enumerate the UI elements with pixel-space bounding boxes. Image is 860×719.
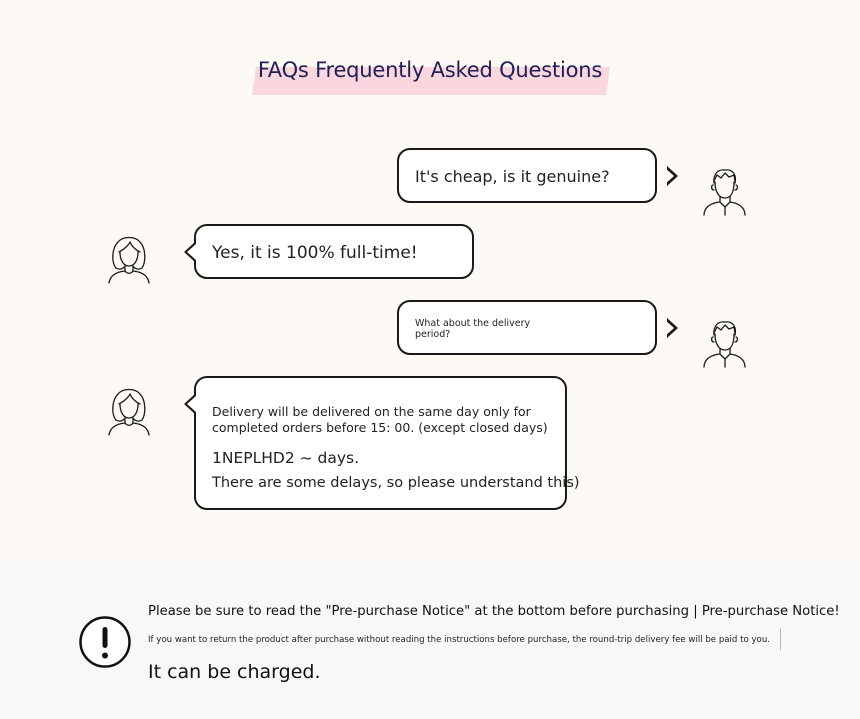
question-text-1: It's cheap, is it genuine? (415, 167, 610, 186)
man-avatar-icon (701, 318, 747, 368)
notice-text-2: If you want to return the product after purchase without reading the instructions before purchase, the round-trip delivery fee will be paid to you. (148, 635, 770, 645)
woman-avatar-icon (106, 386, 152, 436)
notice-text-3: It can be charged. (148, 661, 321, 683)
question-text-2: What about the delivery period? (415, 318, 531, 340)
answer-bubble-2 (194, 376, 580, 510)
answer-text-1: Yes, it is 100% full-time! (212, 243, 418, 263)
answer-text-2-line3: There are some delays, so please understand this) (212, 475, 580, 491)
pre-purchase-notice (0, 560, 860, 719)
answer-bubble-1 (194, 224, 474, 279)
question-bubble-2 (397, 300, 657, 355)
woman-avatar-icon (106, 234, 152, 284)
divider (780, 628, 781, 650)
page-title: FAQs Frequently Asked Questions (257, 58, 603, 82)
answer-text-2-line2: 1NEPLHD2 ~ days. (212, 449, 360, 467)
answer-text-2-line1: Delivery will be delivered on the same day only for completed orders before 15: 00. (except closed days) (212, 404, 548, 435)
notice-text-1: Please be sure to read the "Pre-purchase Notice" at the bottom before purchasing | Pre-purchase Notice! (148, 604, 840, 619)
exclamation-circle-icon (78, 615, 132, 669)
man-avatar-icon (701, 166, 747, 216)
question-bubble-1 (397, 148, 657, 203)
